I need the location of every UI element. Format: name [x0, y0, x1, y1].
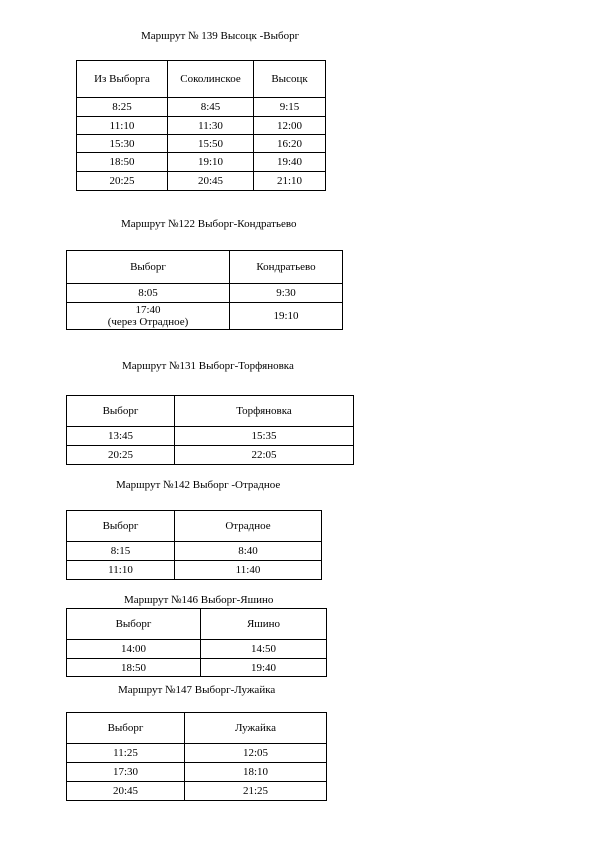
- time-cell: 22:05: [175, 446, 354, 465]
- time-cell: 17:30: [67, 763, 185, 782]
- time-cell: 8:15: [67, 542, 175, 561]
- table-header-row: [77, 61, 326, 98]
- header-cell: Яшино: [201, 609, 327, 640]
- time-cell: 20:25: [67, 446, 175, 465]
- route-122-table: [66, 250, 343, 330]
- table-row: [77, 153, 326, 172]
- time-cell: 20:45: [168, 172, 254, 191]
- table-row: [67, 284, 343, 303]
- table-row: [67, 427, 354, 446]
- time-cell: 8:40: [175, 542, 322, 561]
- route-131-title: Маршрут №131 Выборг-Торфяновка: [122, 360, 294, 372]
- table-row: [77, 135, 326, 153]
- table-header-row: [67, 713, 327, 744]
- time-cell: 11:25: [67, 744, 185, 763]
- time-cell: 19:40: [254, 153, 326, 172]
- header-cell: Выборг: [67, 609, 201, 640]
- route-142-title: Маршрут №142 Выборг -Отрадное: [116, 479, 281, 491]
- time-cell: 19:40: [201, 659, 327, 677]
- route-note: (через Отрадное): [107, 316, 189, 328]
- departure-time: 17:40: [135, 304, 161, 316]
- table-header-row: [67, 251, 343, 284]
- header-cell: Торфяновка: [175, 396, 354, 427]
- table-row: [77, 98, 326, 117]
- table-row: [67, 542, 322, 561]
- table-row: [67, 561, 322, 580]
- time-cell: 19:10: [168, 153, 254, 172]
- route-147-title: Маршрут №147 Выборг-Лужайка: [118, 684, 276, 696]
- header-cell: Из Выборга: [77, 61, 168, 98]
- time-cell: 8:05: [67, 284, 230, 303]
- time-cell: 16:20: [254, 135, 326, 153]
- route-146-title: Маршрут №146 Выборг-Яшино: [124, 594, 274, 606]
- route-139-table: [76, 60, 326, 191]
- route-122-title: Маршрут №122 Выборг-Кондратьево: [121, 218, 297, 230]
- table-row: [67, 659, 327, 677]
- time-cell: 14:00: [67, 640, 201, 659]
- time-cell: 12:05: [185, 744, 327, 763]
- time-cell: 12:00: [254, 117, 326, 135]
- route-142-table: [66, 510, 322, 580]
- table-row: [67, 640, 327, 659]
- time-cell: 13:45: [67, 427, 175, 446]
- header-cell: Выборг: [67, 511, 175, 542]
- header-cell: Кондратьево: [230, 251, 343, 284]
- time-cell: 20:25: [77, 172, 168, 191]
- time-cell: 11:10: [67, 561, 175, 580]
- table-row: [77, 117, 326, 135]
- header-cell: Высоцк: [254, 61, 326, 98]
- time-cell: 14:50: [201, 640, 327, 659]
- time-cell: 8:25: [77, 98, 168, 117]
- table-header-row: [67, 396, 354, 427]
- header-cell: Соколинское: [168, 61, 254, 98]
- header-cell: Выборг: [67, 713, 185, 744]
- time-cell: 15:30: [77, 135, 168, 153]
- table-row: [77, 172, 326, 191]
- time-cell: 9:30: [230, 284, 343, 303]
- table-header-row: [67, 511, 322, 542]
- table-row: [67, 303, 343, 330]
- time-cell: 11:40: [175, 561, 322, 580]
- time-cell: 18:50: [67, 659, 201, 677]
- table-row: [67, 763, 327, 782]
- header-cell: Отрадное: [175, 511, 322, 542]
- time-cell: 11:10: [77, 117, 168, 135]
- header-cell: Выборг: [67, 396, 175, 427]
- time-cell: 21:10: [254, 172, 326, 191]
- table-row: [67, 744, 327, 763]
- header-cell: Лужайка: [185, 713, 327, 744]
- time-cell: 15:50: [168, 135, 254, 153]
- route-131-table: [66, 395, 354, 465]
- time-cell: 8:45: [168, 98, 254, 117]
- time-cell: 15:35: [175, 427, 354, 446]
- header-cell: Выборг: [67, 251, 230, 284]
- table-header-row: [67, 609, 327, 640]
- time-cell: 18:50: [77, 153, 168, 172]
- time-cell: 9:15: [254, 98, 326, 117]
- time-cell: 20:45: [67, 782, 185, 801]
- time-cell: 11:30: [168, 117, 254, 135]
- route-147-table: [66, 712, 327, 801]
- table-row: [67, 782, 327, 801]
- time-cell: 21:25: [185, 782, 327, 801]
- time-cell: [67, 303, 230, 330]
- time-cell: 19:10: [230, 303, 343, 330]
- time-cell: 18:10: [185, 763, 327, 782]
- route-139-title: Маршрут № 139 Высоцк -Выборг: [141, 30, 300, 42]
- route-146-table: [66, 608, 327, 677]
- table-row: [67, 446, 354, 465]
